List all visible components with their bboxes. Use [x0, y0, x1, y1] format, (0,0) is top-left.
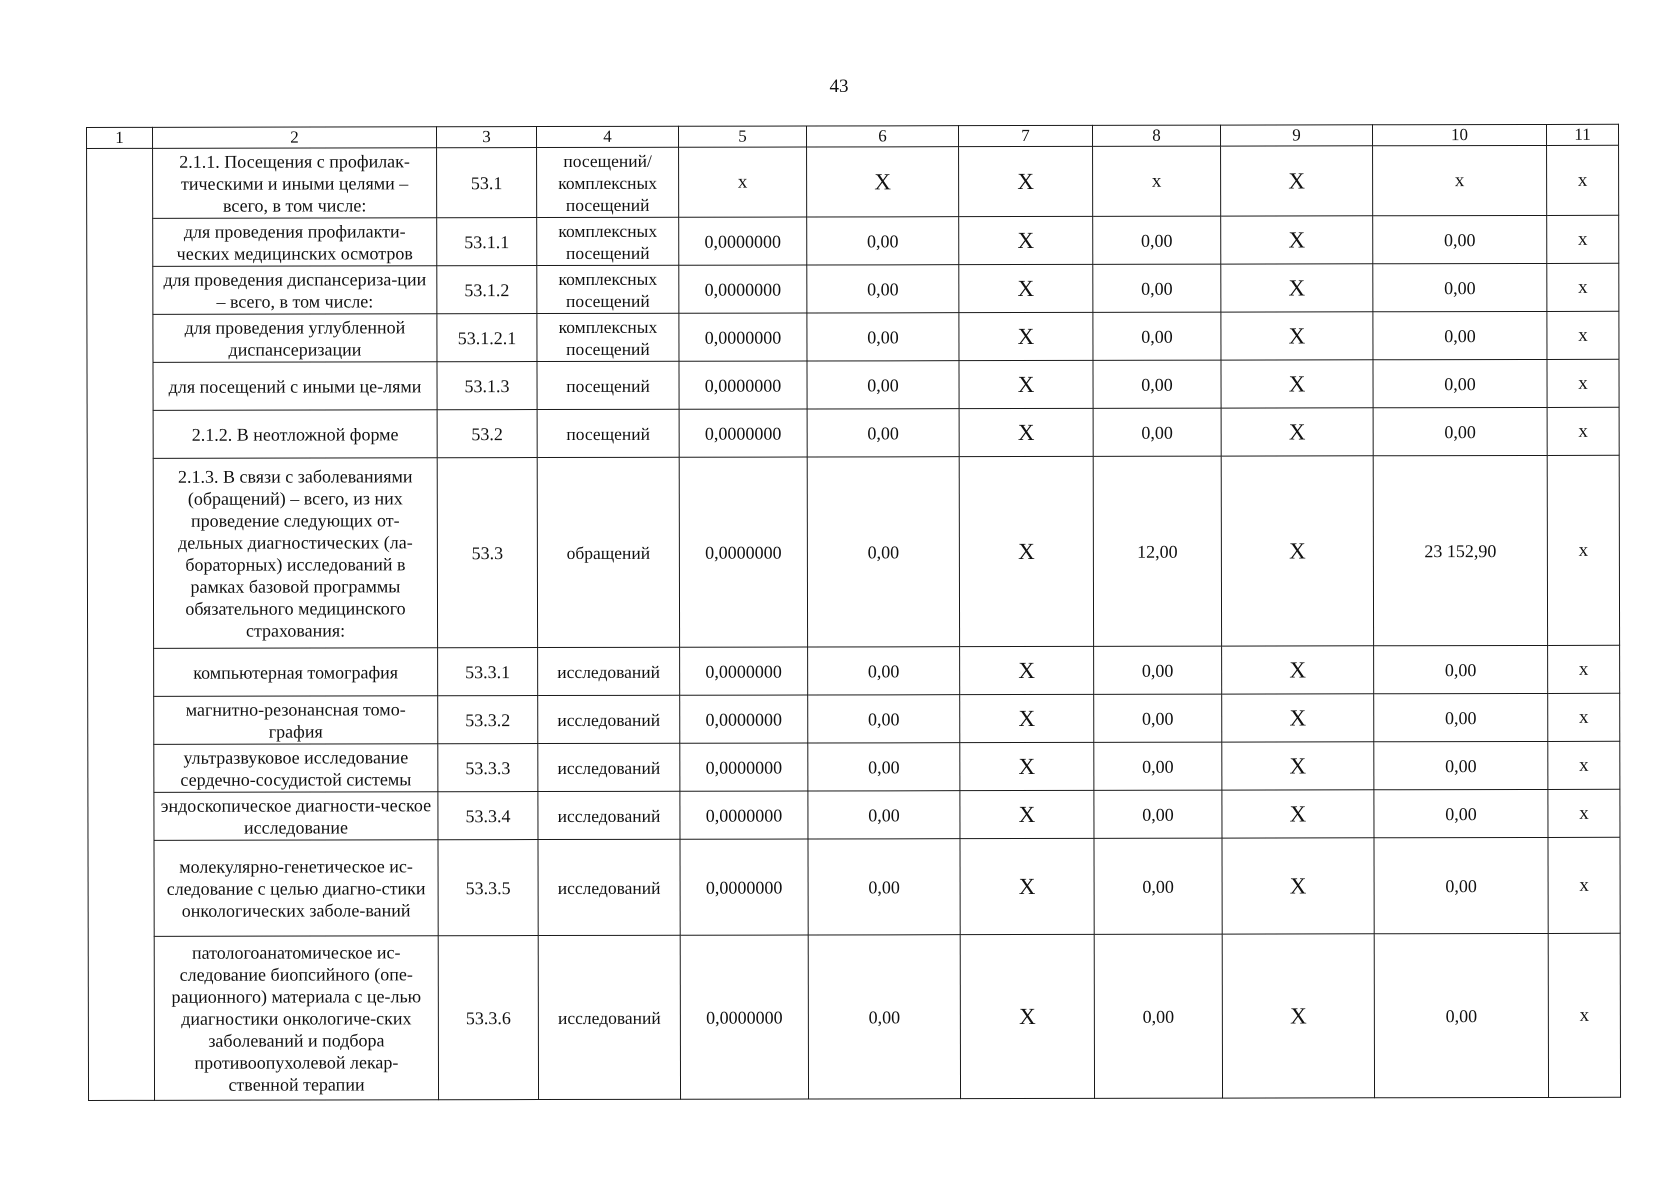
row-code-cell: 53.1 — [437, 148, 537, 218]
table-row — [87, 263, 1619, 314]
table-row — [87, 311, 1619, 362]
col-10-cell: 0,00 — [1373, 311, 1547, 359]
col-8-cell: 0,00 — [1093, 216, 1221, 264]
col-6-cell: 0,00 — [808, 839, 960, 935]
col-6-cell: 0,00 — [807, 409, 959, 457]
row-unit-cell: исследований — [538, 839, 680, 935]
column-header-8: 8 — [1092, 125, 1220, 146]
col-11-cell: x — [1547, 145, 1619, 215]
col-6-cell: X — [807, 147, 959, 217]
table-row — [88, 789, 1620, 840]
col-11-cell: x — [1547, 311, 1619, 359]
col-9-cell: X — [1221, 146, 1373, 216]
col-5-cell: 0,0000000 — [680, 935, 808, 1099]
table-row — [88, 837, 1620, 936]
col-7-cell: X — [959, 456, 1093, 646]
table-row — [87, 359, 1619, 410]
column-header-5: 5 — [678, 126, 806, 147]
col-9-cell: X — [1222, 934, 1374, 1098]
col-8-cell: 0,00 — [1094, 838, 1222, 934]
col-8-cell: 12,00 — [1093, 456, 1221, 646]
col-7-cell: X — [959, 146, 1093, 216]
row-unit-cell: исследований — [538, 935, 680, 1099]
col-9-cell: X — [1222, 694, 1374, 742]
col-10-cell: 0,00 — [1374, 933, 1548, 1097]
row-unit-cell: обращений — [537, 457, 679, 647]
col-7-cell: X — [959, 312, 1093, 360]
col-8-cell: 0,00 — [1094, 742, 1222, 790]
row-name-cell: эндоскопическое диагности-ческое исследование — [154, 792, 438, 841]
col-10-cell: 0,00 — [1373, 215, 1547, 263]
row-code-cell: 53.3.5 — [438, 840, 538, 936]
row-name-cell: для посещений с иными це-лями — [153, 362, 437, 411]
col-9-cell: X — [1222, 838, 1374, 934]
column-header-6: 6 — [806, 126, 958, 147]
col-5-cell: 0,0000000 — [679, 217, 807, 265]
col-5-cell: 0,0000000 — [679, 361, 807, 409]
row-name-cell: 2.1.3. В связи с заболеваниями (обращений) – всего, из них проведение следующих от-дельных диагностических (ла-бораторных) исследований в рамках базовой программы обязательного медицинского страхования: — [153, 458, 437, 649]
col-7-cell: X — [959, 264, 1093, 312]
row-name-cell: патологоанатомическое ис-следование биопсийного (опе-рационного) материала с це-лью диагностики онкологиче-ских заболеваний и подбора противоопухолевой лекар-ственной терапии — [154, 936, 438, 1101]
row-name-cell: для проведения диспансериза-ции – всего, в том числе: — [153, 266, 437, 315]
col-5-cell: x — [679, 147, 807, 217]
col-5-cell: 0,0000000 — [680, 695, 808, 743]
col-8-cell: x — [1093, 146, 1221, 216]
col-5-cell: 0,0000000 — [680, 647, 808, 695]
col-7-cell: X — [960, 694, 1094, 742]
col-8-cell: 0,00 — [1094, 934, 1222, 1098]
col-11-cell: x — [1548, 693, 1620, 741]
col-6-cell: 0,00 — [807, 217, 959, 265]
col-9-cell: X — [1222, 790, 1374, 838]
column-header-9: 9 — [1220, 125, 1372, 146]
col-5-cell: 0,0000000 — [680, 839, 808, 935]
col-6-cell: 0,00 — [808, 695, 960, 743]
col-8-cell: 0,00 — [1093, 312, 1221, 360]
row-name-cell: ультразвуковое исследование сердечно-сосудистой системы — [154, 744, 438, 793]
row-code-cell: 53.3.6 — [438, 936, 538, 1100]
column-header-1: 1 — [87, 127, 153, 148]
table-row — [88, 693, 1620, 744]
row-name-cell: 2.1.1. Посещения с профилак-тическими и иными целями – всего, в том числе: — [153, 148, 437, 219]
row-unit-cell: исследований — [538, 791, 680, 839]
col-10-cell: 0,00 — [1374, 645, 1548, 693]
col-5-cell: 0,0000000 — [679, 457, 807, 647]
row-unit-cell: посещений — [537, 409, 679, 457]
row-unit-cell: комплексных посещений — [537, 217, 679, 265]
col-10-cell: 0,00 — [1374, 741, 1548, 789]
col-11-cell: x — [1547, 263, 1619, 311]
row-unit-cell: посещений/ комплексных посещений — [537, 147, 679, 217]
col-6-cell: 0,00 — [808, 791, 960, 839]
col-8-cell: 0,00 — [1093, 264, 1221, 312]
col-8-cell: 0,00 — [1094, 646, 1222, 694]
col-10-cell: 0,00 — [1374, 693, 1548, 741]
col-6-cell: 0,00 — [807, 361, 959, 409]
row-code-cell: 53.1.2.1 — [437, 314, 537, 362]
col-8-cell: 0,00 — [1094, 790, 1222, 838]
column-header-11: 11 — [1546, 124, 1618, 145]
row-unit-cell: исследований — [538, 743, 680, 791]
page-number: 43 — [829, 76, 849, 97]
row-code-cell: 53.1.1 — [437, 218, 537, 266]
col-11-cell: x — [1548, 933, 1620, 1097]
col-7-cell: X — [960, 742, 1094, 790]
col-8-cell: 0,00 — [1094, 694, 1222, 742]
table-row — [88, 645, 1620, 696]
column-header-7: 7 — [958, 125, 1092, 146]
col-6-cell: 0,00 — [808, 935, 960, 1099]
col-11-cell: x — [1547, 407, 1619, 455]
col-9-cell: X — [1221, 456, 1373, 646]
col-11-cell: x — [1548, 837, 1620, 933]
col-6-cell: 0,00 — [807, 265, 959, 313]
col-9-cell: X — [1221, 360, 1373, 408]
col-10-cell: 0,00 — [1374, 789, 1548, 837]
col-6-cell: 0,00 — [808, 647, 960, 695]
col-7-cell: X — [959, 360, 1093, 408]
col-11-cell: x — [1547, 215, 1619, 263]
row-name-cell: компьютерная томография — [154, 648, 438, 697]
col-7-cell: X — [959, 216, 1093, 264]
row-code-cell: 53.1.2 — [437, 266, 537, 314]
col-7-cell: X — [960, 934, 1094, 1098]
col-9-cell: X — [1221, 216, 1373, 264]
row-unit-cell: исследований — [538, 695, 680, 743]
row-unit-cell: посещений — [537, 361, 679, 409]
col-7-cell: X — [959, 408, 1093, 456]
column-header-2: 2 — [153, 127, 437, 149]
col-6-cell: 0,00 — [807, 313, 959, 361]
col-11-cell: x — [1547, 359, 1619, 407]
table-row — [88, 933, 1620, 1100]
row-unit-cell: комплексных посещений — [537, 313, 679, 361]
col-9-cell: X — [1221, 312, 1373, 360]
col-7-cell: X — [960, 838, 1094, 934]
col-11-cell: x — [1548, 741, 1620, 789]
col-10-cell: 0,00 — [1374, 837, 1548, 933]
table-row — [87, 455, 1619, 648]
col-5-cell: 0,0000000 — [679, 409, 807, 457]
col-11-cell: x — [1548, 789, 1620, 837]
row-unit-cell: комплексных посещений — [537, 265, 679, 313]
table-row — [88, 741, 1620, 792]
column-header-4: 4 — [537, 126, 679, 147]
col-11-cell: x — [1548, 645, 1620, 693]
col-10-cell: x — [1373, 145, 1547, 215]
row-code-cell: 53.3.1 — [438, 648, 538, 696]
col-9-cell: X — [1222, 742, 1374, 790]
row-unit-cell: исследований — [538, 647, 680, 695]
col-10-cell: 0,00 — [1373, 359, 1547, 407]
table-body — [87, 145, 1621, 1100]
col-11-cell: x — [1547, 455, 1619, 645]
column-header-10: 10 — [1372, 124, 1546, 145]
table-row — [87, 145, 1619, 218]
row-code-cell: 53.3.2 — [438, 696, 538, 744]
col-9-cell: X — [1221, 264, 1373, 312]
col-9-cell: X — [1222, 646, 1374, 694]
row-name-cell: для проведения углубленной диспансеризации — [153, 314, 437, 363]
col-5-cell: 0,0000000 — [680, 791, 808, 839]
col-10-cell: 23 152,90 — [1373, 455, 1547, 645]
col-5-cell: 0,0000000 — [679, 313, 807, 361]
col-5-cell: 0,0000000 — [679, 265, 807, 313]
row-code-cell: 53.3.4 — [438, 792, 538, 840]
row-code-cell: 53.3 — [437, 458, 537, 648]
table-row — [87, 215, 1619, 266]
row-code-cell: 53.1.3 — [437, 362, 537, 410]
col-8-cell: 0,00 — [1093, 408, 1221, 456]
row-name-cell: 2.1.2. В неотложной форме — [153, 410, 437, 459]
col-8-cell: 0,00 — [1093, 360, 1221, 408]
row-name-cell: молекулярно-генетическое ис-следование с целью диагно-стики онкологических заболе-ваний — [154, 840, 438, 937]
row-code-cell: 53.2 — [437, 410, 537, 458]
col-6-cell: 0,00 — [807, 457, 959, 647]
row-name-cell: для проведения профилакти-ческих медицинских осмотров — [153, 218, 437, 267]
col-9-cell: X — [1221, 408, 1373, 456]
column-1-cell — [87, 148, 155, 1100]
table-row — [87, 407, 1619, 458]
row-code-cell: 53.3.3 — [438, 744, 538, 792]
col-7-cell: X — [960, 646, 1094, 694]
col-5-cell: 0,0000000 — [680, 743, 808, 791]
row-name-cell: магнитно-резонансная томо-графия — [154, 696, 438, 745]
data-table — [86, 124, 1621, 1101]
col-6-cell: 0,00 — [808, 743, 960, 791]
col-10-cell: 0,00 — [1373, 407, 1547, 455]
column-header-3: 3 — [437, 127, 537, 148]
col-7-cell: X — [960, 790, 1094, 838]
col-10-cell: 0,00 — [1373, 263, 1547, 311]
